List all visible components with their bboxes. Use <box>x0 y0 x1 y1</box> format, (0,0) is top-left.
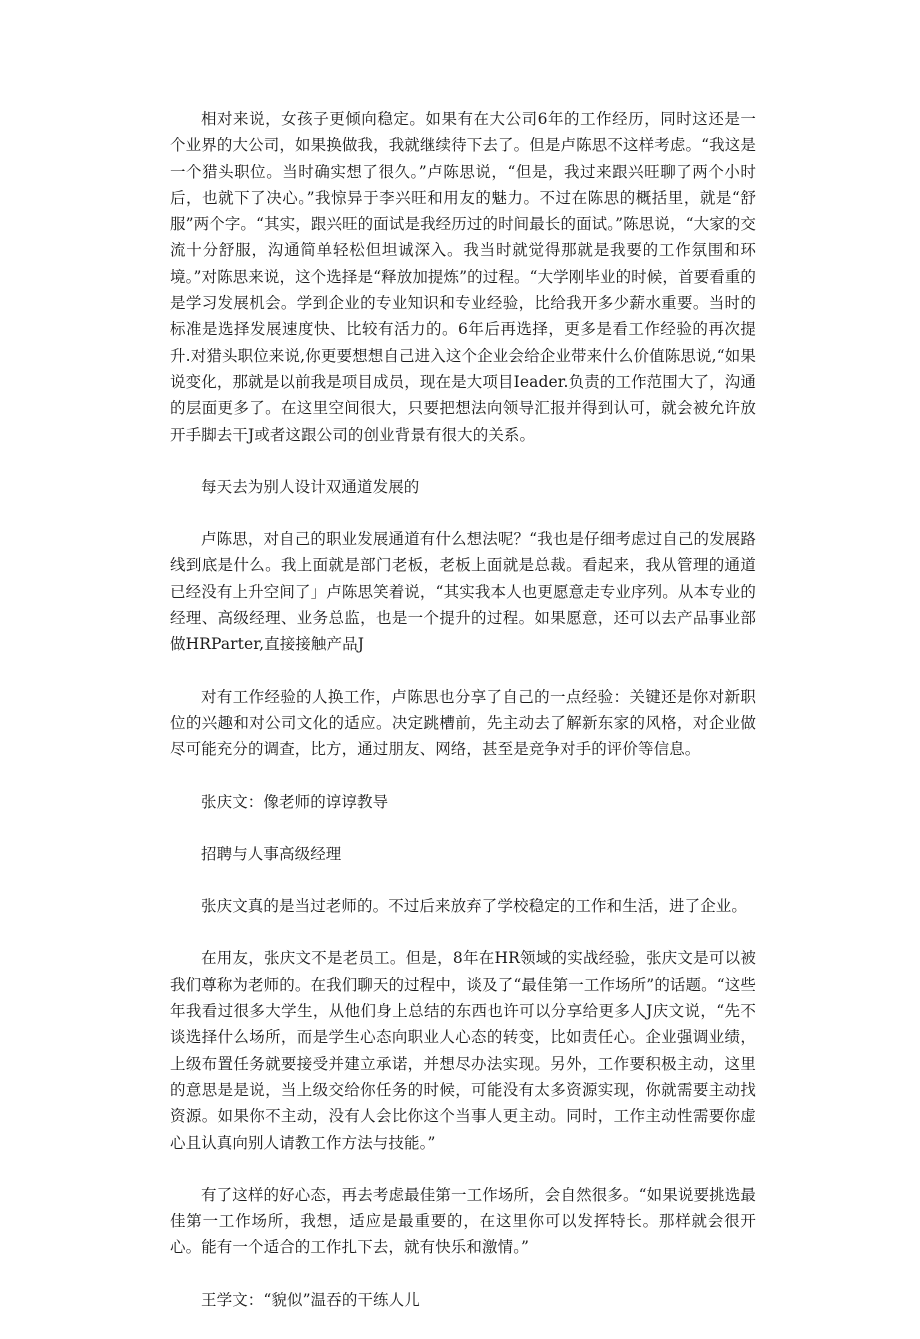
paragraph-best-first-workplace: 在用友，张庆文不是老员工。但是，8年在HR领域的实战经验，张庆文是可以被我们尊称为老师的。在我们聊天的过程中，谈及了“最佳第一工作场所”的话题。“这些年我看过很多大学生，从他们身上总结的东西也许可以分享给更多人J庆文说，“先不谈选择什么场所，而是学生心态向职业人心态的转变，比如责任心。企业强调业绩，上级布置任务就要接受并建立承诺，并想尽办法实现。另外，工作要积极主动，这里的意思是是说，当上级交给你任务的时候，可能没有太多资源实现，你就需要主动找资源。如果你不主动，没有人会比你这个当事人更主动。同时，工作主动性需要你虚心且认真向别人请教工作方法与技能。” <box>170 949 756 1152</box>
section-heading-wang-xuewen: 王学文：“貌似”温吞的干练人儿 <box>201 1290 420 1309</box>
section-heading-zhang-qingwen: 张庆文：像老师的谆谆教导 <box>201 792 389 811</box>
paragraph-former-teacher: 张庆文真的是当过老师的。不过后来放弃了学校稳定的工作和生活，进了企业。 <box>201 897 748 916</box>
article-body <box>170 106 756 1339</box>
paragraph-lu-chensi-story: 相对来说，女孩子更倾向稳定。如果有在大公司6年的工作经历，同时这还是一个业界的大公司，如果换做我，我就继续待下去了。但是卢陈思不这样考虑。“我这是一个猎头职位。当时确实想了很久。”卢陈思说，“但是，我过来跟兴旺聊了两个小时后，也就下了决心。”我惊异于李兴旺和用友的魅力。不过在陈思的概括里，就是“舒服”两个字。“其实，跟兴旺的面试是我经历过的时间最长的面试。”陈思说，“大家的交流十分舒服，沟通简单轻松但坦诚深入。我当时就觉得那就是我要的工作氛围和环境。”对陈思来说，这个选择是“释放加提炼”的过程。“大学刚毕业的时候，首要看重的是学习发展机会。学到企业的专业知识和专业经验，比给我开多少薪水重要。当时的标准是选择发展速度快、比较有活力的。6年后再选择，更多是看工作经验的再次提升.对猎头职位来说,你更要想想自己进入这个企业会给企业带来什么价值陈思说,“如果说变化，那就是以前我是项目成员，现在是大项目Ieader.负责的工作范围大了，沟通的层面更多了。在这里空间很大，只要把想法向领导汇报并得到认可，就会被允许放开手脚去干J或者这跟公司的创业背景有很大的关系。 <box>170 110 756 444</box>
job-title-recruiting-manager: 招聘与人事高级经理 <box>201 844 342 863</box>
paragraph-career-path: 卢陈思，对自己的职业发展通道有什么想法呢？“我也是仔细考虑过自己的发展路线到底是什么。我上面就是部门老板，老板上面就是总裁。看起来，我从管理的通道已经没有上升空间了」卢陈思笑着说，“其实我本人也更愿意走专业序列。从本专业的经理、高级经理、业务总监，也是一个提升的过程。如果愿意，还可以去产品事业部做HRParter,直接接触产品J <box>170 530 756 654</box>
section-heading-dual-channel: 每天去为别人设计双通道发展的 <box>201 477 420 496</box>
paragraph-job-change-advice: 对有工作经验的人换工作，卢陈思也分享了自己的一点经验：关键还是你对新职位的兴趣和对公司文化的适应。决定跳槽前，先主动去了解新东家的风格，对企业做尽可能充分的调查，比方，通过朋友、网络，甚至是竞争对手的评价等信息。 <box>170 687 756 759</box>
paragraph-good-attitude: 有了这样的好心态，再去考虑最佳第一工作场所，会自然很多。“如果说要挑选最佳第一工作场所，我想，适应是最重要的，在这里你可以发挥特长。那样就会很开心。能有一个适合的工作扎下去，就有快乐和激情。” <box>170 1185 756 1257</box>
